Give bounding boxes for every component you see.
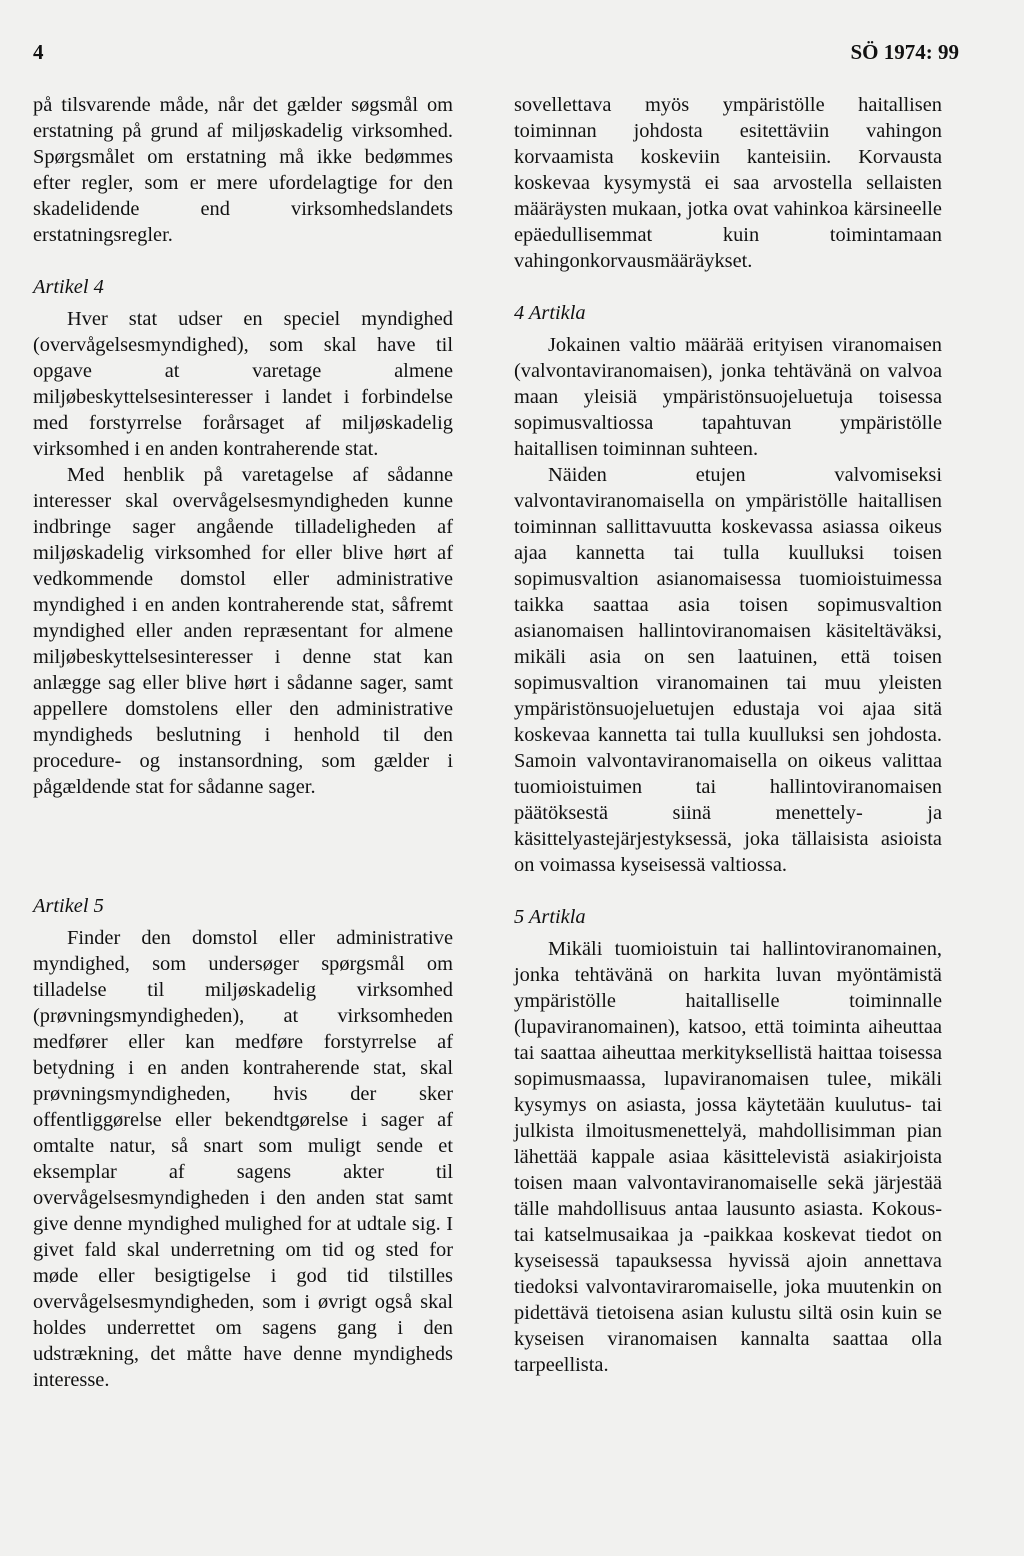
danish-article-5-paragraph-1: Finder den domstol eller administrative myndighed, som undersøger spørgsmål om tilladelse til miljøskadelig virksomhed (prøvningsmyndigheden), at virksomheden medfører eller kan medføre forstyrrelse af betydning i en anden kontraherende stat, skal prøvningsmyndigheden, hvis der sker offentliggørelse eller bekendtgørelse i sager af omtalte natur, så snart som muligt sende et eksemplar af sagens akter til overvågelsesmyndigheden i den anden stat samt give denne myndighed mulighed for at udtale sig. I givet fald skal underretning om tid og sted for møde eller besigtigelse i god tid tilstilles overvågelsesmyndigheden, som i øvrigt også skal holdes underrettet om sagens gang i den udstrækning, det måtte have denne myndigheds interesse. bbox=[33, 927, 453, 1391]
danish-article-4-heading: Artikel 4 bbox=[33, 276, 104, 298]
finnish-article-4-paragraph-1: Jokainen valtio määrää erityisen viranomaisen (valvontaviranomaisen), jonka tehtävänä on valvoa maan yleisiä ympäristönsuojeluetuja toisessa sopimusvaltiossa tapahtuvan ympäristölle haitallisen toiminnan suhteen. bbox=[514, 334, 942, 460]
finnish-column bbox=[514, 92, 942, 1378]
danish-article-4-paragraph-2: Med henblik på varetagelse af sådanne interesser skal overvågelsesmyndigheden kunne indbringe sager angående tilladeligheden af miljøskadelig virksomhed for eller blive hørt af vedkommende domstol eller administrative myndighed i en anden kontraherende stat, såfremt myndighed eller anden repræsentant for almene miljøbeskyttelsesinteresser i denne stat kan anlægge sag eller blive hørt i sådanne sager, samt appellere domstolens eller den administrative myndigheds beslutning i henhold til den procedure- og instansordning, som gælder i pågældende stat for sådanne sager. bbox=[33, 464, 453, 798]
danish-article-4-paragraph-1: Hver stat udser en speciel myndighed (overvågelsesmyndighed), som skal have til opgave at varetage almene miljøbeskyttelsesinteresser i landet i forbindelse med forstyrrelse forårsaget af miljøskadelig virksomhed i en anden kontraherende stat. bbox=[33, 308, 453, 460]
finnish-intro-paragraph: sovellettava myös ympäristölle haitallisen toiminnan johdosta esitettäviin vahingon korvaamista koskeviin kanteisiin. Korvausta koskevaa kysymystä ei saa arvostella sellaisten määräysten mukaan, jotka ovat vahinkoa kärsineelle epäedullisemmat kuin toimintamaan vahingonkorvausmääräykset. bbox=[514, 94, 942, 272]
danish-article-5-heading: Artikel 5 bbox=[33, 895, 104, 917]
document-reference: SÖ 1974: 99 bbox=[850, 40, 959, 64]
page-number: 4 bbox=[33, 40, 44, 64]
danish-column bbox=[33, 92, 453, 1393]
danish-intro-paragraph: på tilsvarende måde, når det gælder søgsmål om erstatning på grund af miljøskadelig virksomhed. Spørgsmålet om erstatning må ikke bedømmes efter regler, som er mere ufordelagtige for den skadelidende end virksomhedslandets erstatningsregler. bbox=[33, 94, 453, 246]
finnish-article-5-heading: 5 Artikla bbox=[514, 906, 586, 928]
finnish-article-4-heading: 4 Artikla bbox=[514, 302, 586, 324]
finnish-article-5-paragraph-1: Mikäli tuomioistuin tai hallintoviranomainen, jonka tehtävänä on harkita luvan myöntämistä ympäristölle haitalliselle toiminnalle (lupaviranomainen), katsoo, että toiminta aiheuttaa tai saattaa aiheuttaa merkityksellistä haittaa toisessa sopimusmaassa, lupaviranomaisen tulee, mikäli kysymys on asiasta, jossa käytetään kuulutus- tai julkista ilmoitusmenettelyä, mahdollisimman pian lähettää kappale asiaa käsittelevistä asiakirjoista toisen maan valvontaviranomaiselle sekä järjestää tälle mahdollisuus antaa lausunto asiasta. Kokous- tai katselmusaikaa ja -paikkaa koskevat tiedot on kyseisessä tapauksessa hyvissä ajoin annettava tiedoksi valvontaviraromaiselle, joka muutenkin on pidettävä tietoisena asian kulustu siltä osin kuin se kyseisen viranomaisen kannalta saattaa olla tarpeellista. bbox=[514, 938, 942, 1376]
finnish-article-4-paragraph-2: Näiden etujen valvomiseksi valvontaviranomaisella on ympäristölle haitallisen toiminnan sallittavuutta koskevassa asiassa oikeus ajaa kannetta tai tulla kuulluksi toisen sopimusvaltion asianomaisessa tuomioistuimessa taikka saattaa asia toisen sopimusvaltion asianomaisen hallintoviranomaisen käsiteltäväksi, mikäli asia on sen laatuinen, että toisen sopimusvaltion viranomainen tai muu yleisten ympäristönsuojeluetujen edustaja voi ajaa sitä koskevaa kannetta tai tulla kuulluksi sen johdosta. Samoin valvontaviranomaisella on oikeus valittaa tuomioistuimen tai hallintoviranomaisen päätöksestä siinä menettely- ja käsittelyastejärjestyksessä, joka tällaisista asioista on voimassa kyseisessä valtiossa. bbox=[514, 464, 942, 876]
